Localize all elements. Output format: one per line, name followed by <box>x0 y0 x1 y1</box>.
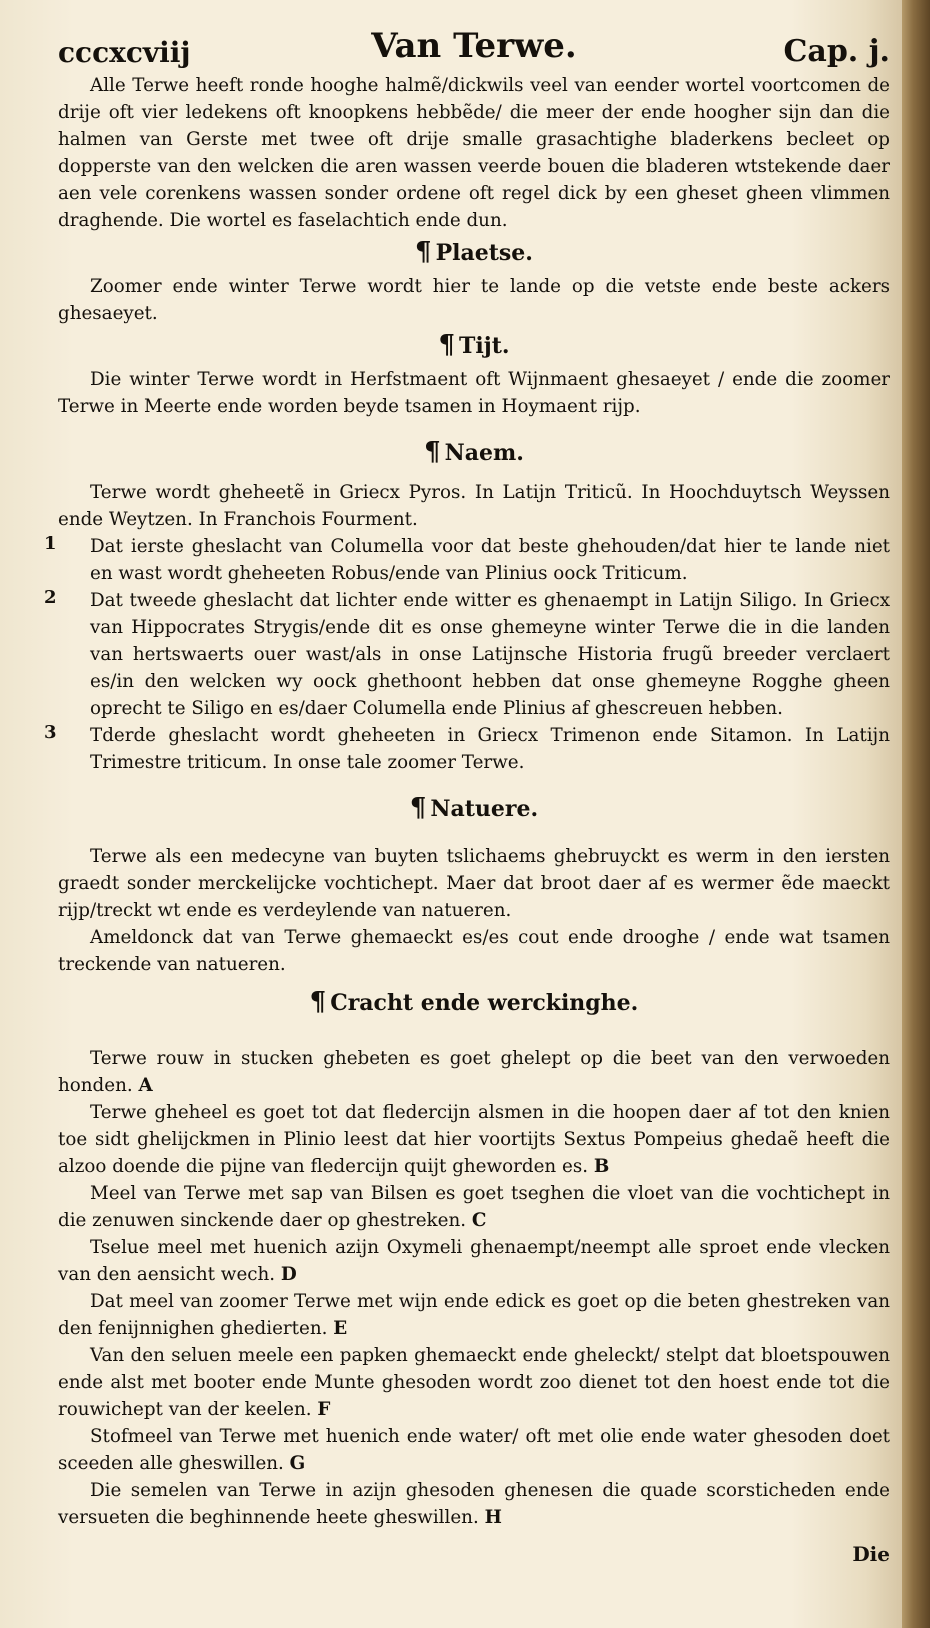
item-text: Dat ierste gheslacht van Columella voor dat beste ghehouden/dat hier te lande niet en wast wordt gheheeten Robus/ende van Plinius oock Triticum. <box>90 536 890 584</box>
margin-letter: B <box>593 1156 610 1177</box>
item-text: Tderde gheslacht wordt gheheeten in Griecx Trimenon ende Sitamon. In Latijn Trimestre triticum. In onse tale zoomer Terwe. <box>90 725 890 773</box>
naem-item-1 <box>44 533 890 587</box>
margin-letter: C <box>471 1210 487 1231</box>
cracht-paragraph: Die semelen van Terwe in azijn ghesoden ghenesen die quade scorsticheden ende versueten die beghinnende heete gheswillen. H <box>58 1480 890 1528</box>
page-edge <box>902 0 930 1628</box>
cracht-paragraph: Tselue meel met huenich azijn Oxymeli ghenaempt/neempt alle sproet ende vlecken van den aensicht wech. D <box>58 1237 890 1285</box>
section-heading-cracht: ¶ Cracht ende werckinghe. <box>309 987 639 1017</box>
running-head <box>58 22 890 72</box>
cracht-paragraph: Meel van Terwe met sap van Bilsen es goet tseghen die vloet van die vochtichept in die zenuwen sinckende daer op ghestreken. C <box>58 1183 890 1231</box>
section-heading-natuere: ¶ Natuere. <box>409 793 539 823</box>
catchword: Die <box>852 1542 890 1566</box>
cracht-paragraph: Van den seluen meele een papken ghemaeckt ende gheleckt/ stelpt dat bloetspouwen ende alst met booter ende Munte ghesoden wordt zoo dienet tot den hoest ende tot die rouwichept van der keelen. F <box>58 1345 890 1420</box>
folio-number: cccxcviij <box>58 36 191 69</box>
pilcrow-icon: ¶ <box>424 437 441 467</box>
plaetse-paragraph: Zoomer ende winter Terwe wordt hier te lande op die vetste ende beste ackers ghesaeyet. <box>58 276 890 324</box>
intro-paragraph: Alle Terwe heeft ronde hooghe halmẽ/dickwils veel van eender wortel voortcomen de drije oft vier ledekens oft knoopkens hebbẽde/ die meer der ende hoogher sijn dan die halmen van Gerste met twee oft drije smalle grasachtighe bladerkens becleet op dopperste van den welcken die aren wassen veerde bouen die bladeren wtstekende daer aen vele corenkens wassen sonder ordene oft regel dick by een gheset gheen vlimmen draghende. Die wortel es faselachtich ende dun. <box>58 75 890 231</box>
margin-letter: H <box>484 1507 502 1528</box>
pilcrow-icon: ¶ <box>415 237 432 267</box>
margin-letter: A <box>138 1075 153 1096</box>
section-heading-tijt: ¶ Tijt. <box>438 330 510 360</box>
chapter-number: Cap. j. <box>783 34 890 69</box>
margin-letter: F <box>317 1399 331 1420</box>
section-heading-plaetse: ¶ Plaetse. <box>415 237 533 267</box>
item-text: Dat tweede gheslacht dat lichter ende witter es ghenaempt in Latijn Siligo. In Griecx van Hippocrates Strygis/ende dit es onse ghemeyne winter Terwe die in die landen van hertswaerts ouer wast/als in onse Latijnsche Historia frugũ breeder verclaert es/in den welcken wy oock ghethoont hebben dat onse ghemeyne Rogghe gheen oprecht te Siligo en es/daer Columella ende Plinius af ghescreuen hebben. <box>90 590 890 719</box>
margin-letter: G <box>289 1453 306 1474</box>
margin-letter: E <box>333 1318 348 1339</box>
page-title: Van Terwe. <box>371 26 577 66</box>
cracht-paragraph: Dat meel van zoomer Terwe met wijn ende edick es goet op die beten ghestreken van den fenijnnighen ghedierten. E <box>58 1291 890 1339</box>
item-number: 3 <box>44 722 57 743</box>
natuere-paragraph: Ameldonck dat van Terwe ghemaeckt es/es cout ende drooghe / ende wat tsamen treckende van natueren. <box>58 927 890 975</box>
tijt-paragraph: Die winter Terwe wordt in Herfstmaent oft Wijnmaent ghesaeyet / ende die zoomer Terwe in Meerte ende worden beyde tsamen in Hoymaent rijp. <box>58 369 890 417</box>
section-heading-naem: ¶ Naem. <box>424 437 524 467</box>
naem-item-3 <box>44 722 890 776</box>
item-number: 1 <box>44 533 57 554</box>
pilcrow-icon: ¶ <box>438 330 456 360</box>
page-content <box>44 22 890 1566</box>
pilcrow-icon: ¶ <box>409 793 427 823</box>
item-number: 2 <box>44 587 57 608</box>
pilcrow-icon: ¶ <box>309 987 327 1017</box>
naem-item-2 <box>44 587 890 722</box>
margin-letter: D <box>280 1264 297 1285</box>
natuere-paragraph: Terwe als een medecyne van buyten tslichaems ghebruyckt es werm in den iersten graedt sonder merckelijcke vochtichept. Maer dat broot daer af es wermer ẽde maeckt rijp/treckt wt ende es verdeylende van natueren. <box>58 846 890 921</box>
naem-paragraph: Terwe wordt gheheetẽ in Griecx Pyros. In Latijn Triticũ. In Hoochduytsch Weyssen ende Weytzen. In Franchois Fourment. <box>58 482 890 530</box>
cracht-paragraph: Terwe rouw in stucken ghebeten es goet ghelept op die beet van den verwoeden honden. A <box>58 1048 890 1096</box>
cracht-paragraph: Stofmeel van Terwe met huenich ende water/ oft met olie ende water ghesoden doet sceeden alle gheswillen. G <box>58 1426 890 1474</box>
cracht-paragraph: Terwe gheheel es goet tot dat fledercijn alsmen in die hoopen daer af tot den knien toe sidt ghelijckmen in Plinio leest dat hier voortijts Sextus Pompeius ghedaẽ heeft die alzoo doende die pijne van fledercijn quijt gheworden es. B <box>58 1102 890 1177</box>
